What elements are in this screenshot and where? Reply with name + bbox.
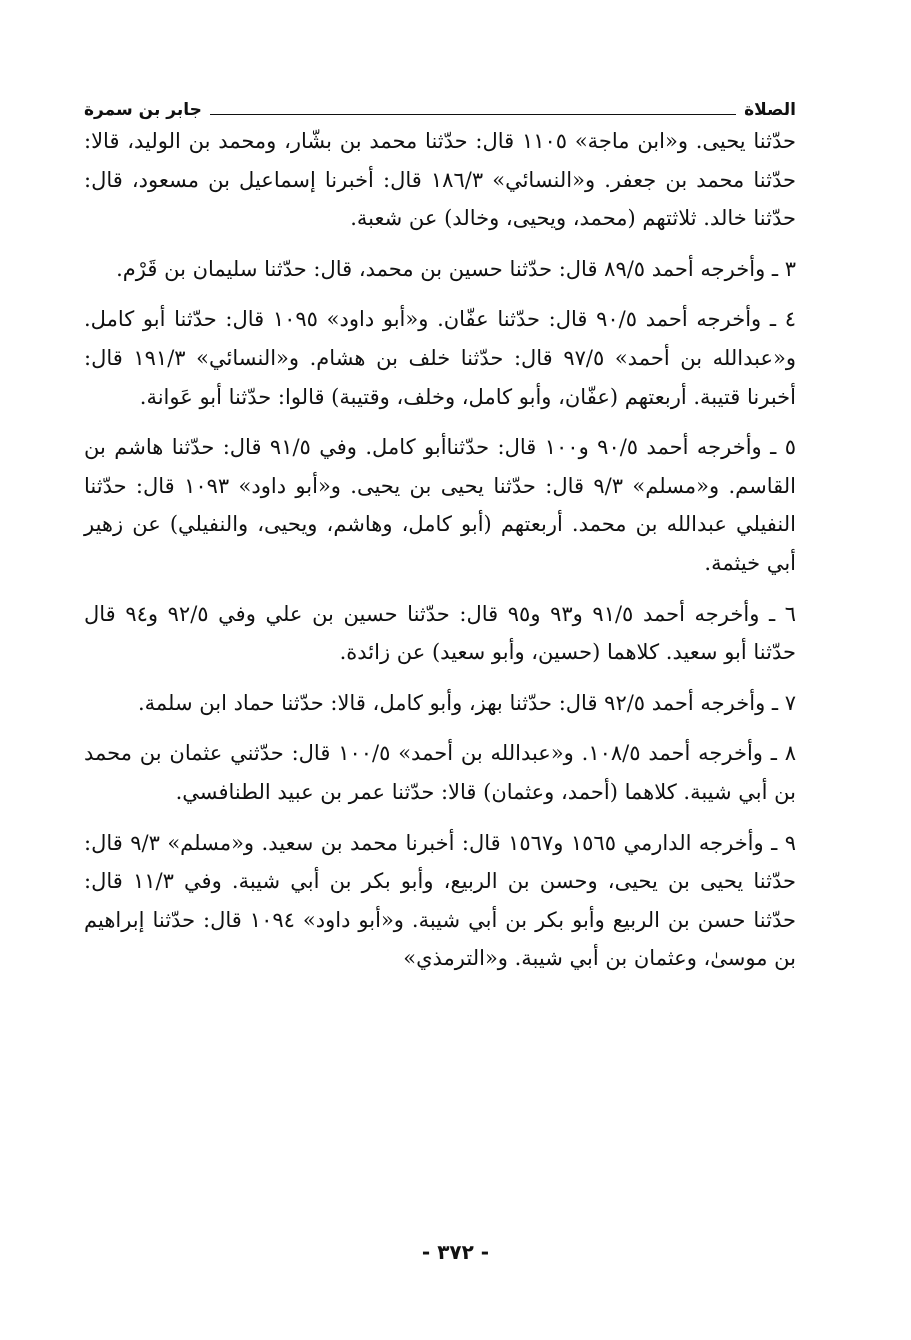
paragraph-continuation: حدّثنا يحيى. و«ابن ماجة» ١١٠٥ قال: حدّثنا محمد بن بشّار، ومحمد بن الوليد، قالا: حدّثنا محمد بن جعفر. و«النسائي» ١٨٦/٣ قال: أخبرنا إسماعيل بن مسعود، قال: حدّثنا خالد. ثلاثتهم (محمد، ويحيى، وخالد) عن شعبة. bbox=[84, 129, 796, 231]
running-head bbox=[84, 92, 796, 120]
topic-title: جابر بن سمرة bbox=[84, 100, 202, 120]
main-text bbox=[84, 122, 796, 990]
paragraph-6: ٦ ـ وأخرجه أحمد ٩١/٥ و٩٣ و٩٥ قال: حدّثنا حسين بن علي وفي ٩٢/٥ و٩٤ قال حدّثنا أبو سعيد. كلاهما (حسين، وأبو سعيد) عن زائدة. bbox=[84, 601, 796, 665]
page-number: - ٣٧٢ - bbox=[421, 1240, 490, 1264]
paragraph-4: ٤ ـ وأخرجه أحمد ٩٠/٥ قال: حدّثنا عفّان. و«أبو داود» ١٠٩٥ قال: حدّثنا أبو كامل. و«عبدالله بن أحمد» ٩٧/٥ قال: حدّثنا خلف بن هشام. و«النسائي» ١٩١/٣ قال: أخبرنا قتيبة. أربعتهم (عفّان، وأبو كامل، وخلف، وقتيبة) قالوا: حدّثنا أبو عَوانة. bbox=[84, 307, 796, 409]
paragraph-3: ٣ ـ وأخرجه أحمد ٨٩/٥ قال: حدّثنا حسين بن محمد، قال: حدّثنا سليمان بن قَرْم. bbox=[116, 256, 796, 281]
header-rule bbox=[210, 114, 736, 115]
paragraph-5: ٥ ـ وأخرجه أحمد ٩٠/٥ و١٠٠ قال: حدّثناأبو كامل. وفي ٩١/٥ قال: حدّثنا هاشم بن القاسم. و«مسلم» ٩/٣ قال: حدّثنا يحيى بن يحيى. و«أبو داود» ١٠٩٣ قال: حدّثنا النفيلي عبدالله بن محمد. أربعتهم (أبو كامل، وهاشم، ويحيى، والنفيلي) عن زهير أبي خيثمة. bbox=[84, 435, 796, 575]
chapter-title: الصلاة bbox=[744, 100, 796, 120]
paragraph-8: ٨ ـ وأخرجه أحمد ١٠٨/٥. و«عبدالله بن أحمد» ١٠٠/٥ قال: حدّثني عثمان بن محمد بن أبي شيبة. كلاهما (أحمد، وعثمان) قالا: حدّثنا عمر بن عبيد الطنافسي. bbox=[84, 741, 797, 804]
paragraph-9: ٩ ـ وأخرجه الدارمي ١٥٦٥ و١٥٦٧ قال: أخبرنا محمد بن سعيد. و«مسلم» ٩/٣ قال: حدّثنا يحيى بن يحيى، وحسن بن الربيع، وأبو بكر بن أبي شيبة. وفي ١١/٣ قال: حدّثنا حسن بن الربيع وأبو بكر بن أبي شيبة. و«أبو داود» ١٠٩٤ قال: حدّثنا إبراهيم بن موسىٰ، وعثمان بن أبي شيبة. و«الترمذي» bbox=[84, 830, 797, 971]
paragraph-7: ٧ ـ وأخرجه أحمد ٩٢/٥ قال: حدّثنا بهز، وأبو كامل، قالا: حدّثنا حماد ابن سلمة. bbox=[137, 690, 796, 715]
